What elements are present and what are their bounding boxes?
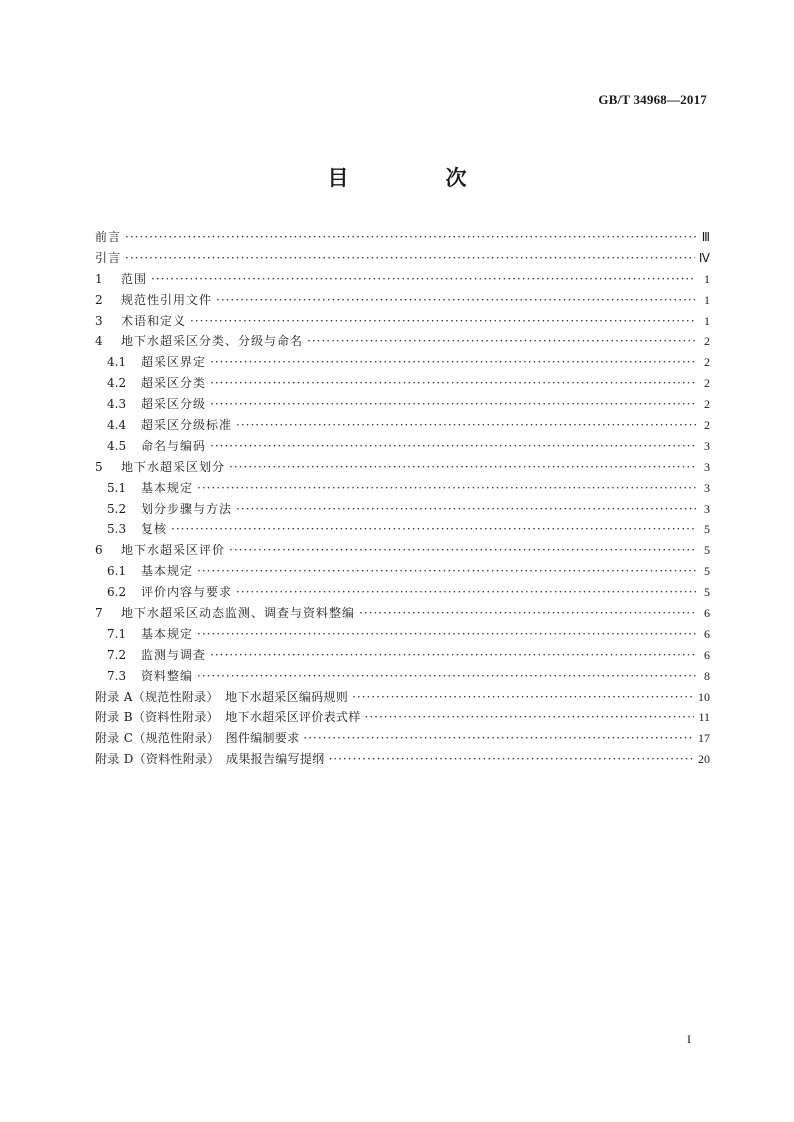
toc-entry-page: 2 [704,355,710,370]
toc-entry-title: 复核 [141,522,168,537]
toc-entry[interactable] [95,312,710,333]
toc-leader-dots [125,230,696,244]
toc-entry-title: 监测与调查 [141,647,207,662]
toc-entry[interactable] [95,500,710,521]
toc-entry-number: 3 [95,313,103,328]
toc-entry-page: 6 [704,626,710,641]
toc-entry-title: 地下水超采区划分 [121,459,226,474]
toc-entry-page: 3 [704,459,710,474]
toc-entry-number: 4 [95,334,103,349]
toc-entry-page: 6 [704,647,710,662]
toc-entry[interactable] [95,249,710,270]
toc-entry-number: 7.1 [107,626,127,641]
toc-entry-title: 地下水超采区评价 [121,543,226,558]
toc-leader-dots [210,648,696,662]
toc-entry-page: 1 [704,292,710,307]
toc-entry[interactable] [95,395,710,416]
toc-entry-page: Ⅳ [698,250,710,265]
toc-entry[interactable] [95,729,710,750]
toc-entry[interactable] [95,479,710,500]
toc-entry-page: 5 [704,564,710,579]
toc-entry-page: 11 [698,710,710,725]
toc-entry-page: 1 [704,313,710,328]
table-of-contents [95,228,710,771]
toc-entry-title: 命名与编码 [141,438,207,453]
toc-entry-page: 17 [698,731,710,746]
toc-leader-dots [210,439,696,453]
toc-leader-dots [328,752,694,766]
toc-entry-title: 超采区分类 [141,376,207,391]
toc-entry-number: 5.3 [107,522,127,537]
toc-entry-title: 基本规定 [141,480,194,495]
toc-entry-number: 4.5 [107,438,127,453]
toc-entry-title: 基本规定 [141,626,194,641]
standard-code: GB/T 34968—2017 [598,92,707,107]
toc-entry-page: 1 [704,271,710,286]
toc-leader-dots [229,543,696,557]
toc-entry[interactable] [95,646,710,667]
toc-entry[interactable] [95,353,710,374]
toc-entry[interactable] [95,750,710,771]
toc-entry-page: 3 [704,480,710,495]
toc-entry[interactable] [95,667,710,688]
toc-entry-title: 前言 [95,230,122,244]
toc-leader-dots [236,502,696,516]
toc-entry-title: 划分步骤与方法 [141,501,233,516]
page-title: 目 次 [327,166,505,190]
toc-entry-number: 4.4 [107,418,127,433]
toc-entry-number: 5.2 [107,501,127,516]
toc-entry-number: 6.2 [107,585,127,600]
toc-entry[interactable] [95,458,710,479]
toc-leader-dots [210,355,696,369]
toc-entry-title: 地下水超采区分类、分级与命名 [121,334,304,349]
toc-entry-page: 3 [704,438,710,453]
toc-entry-page: 5 [704,522,710,537]
toc-entry[interactable] [95,583,710,604]
toc-leader-dots [303,731,694,745]
toc-entry[interactable] [95,520,710,541]
toc-leader-dots [171,522,696,536]
toc-entry-number: 6 [95,543,103,558]
toc-entry[interactable] [95,270,710,291]
toc-leader-dots [307,334,696,348]
toc-entry-page: 6 [704,606,710,621]
toc-entry-title: 术语和定义 [121,313,187,328]
toc-entry-page: Ⅲ [701,230,710,244]
toc-entry-title: 资料整编 [141,668,194,683]
toc-leader-dots [359,606,696,620]
toc-entry-page: 2 [704,418,710,433]
toc-entry[interactable] [95,604,710,625]
toc-leader-dots [352,690,694,704]
toc-leader-dots [216,293,696,307]
toc-entry-page: 2 [704,376,710,391]
toc-leader-dots [197,564,696,578]
toc-entry-number: 4.2 [107,376,127,391]
toc-entry-title: 基本规定 [141,564,194,579]
toc-leader-dots [197,481,696,495]
toc-entry[interactable] [95,416,710,437]
toc-leader-dots [229,460,696,474]
toc-leader-dots [210,397,696,411]
toc-entry[interactable] [95,332,710,353]
toc-entry-title: 超采区界定 [141,355,207,370]
toc-entry[interactable] [95,374,710,395]
toc-entry-title: 范围 [121,271,148,286]
toc-entry-page: 3 [704,501,710,516]
toc-entry[interactable] [95,437,710,458]
toc-entry-title: 评价内容与要求 [141,585,233,600]
toc-entry-number: 4.3 [107,397,127,412]
toc-leader-dots [236,585,696,599]
toc-entry[interactable] [95,625,710,646]
toc-entry-page: 20 [698,752,710,767]
toc-leader-dots [365,710,695,724]
toc-entry-title: 附录 C（规范性附录） 图件编制要求 [95,731,300,746]
toc-entry-number: 6.1 [107,564,127,579]
page-number: I [687,1032,691,1046]
toc-entry-page: 5 [704,585,710,600]
toc-leader-dots [197,669,696,683]
toc-entry-page: 10 [698,689,710,704]
toc-entry-number: 5 [95,459,103,474]
toc-entry-number: 2 [95,292,103,307]
toc-entry-title: 规范性引用文件 [121,292,213,307]
toc-entry-number: 5.1 [107,480,127,495]
toc-entry-page: 2 [704,397,710,412]
toc-entry-page: 5 [704,543,710,558]
toc-entry[interactable] [95,688,710,709]
toc-entry-number: 4.1 [107,355,127,370]
toc-entry-title: 引言 [95,250,122,265]
toc-entry[interactable] [95,708,710,729]
toc-entry-title: 超采区分级标准 [141,418,233,433]
toc-leader-dots [210,376,696,390]
toc-leader-dots [151,272,696,286]
toc-entry-number: 7.2 [107,647,127,662]
toc-entry-title: 超采区分级 [141,397,207,412]
toc-entry-page: 2 [704,334,710,349]
toc-entry-page: 8 [704,668,710,683]
toc-leader-dots [236,418,696,432]
toc-entry-title: 附录 B（资料性附录） 地下水超采区评价表式样 [95,710,361,725]
toc-entry[interactable] [95,562,710,583]
toc-entry-title: 地下水超采区动态监测、调查与资料整编 [121,606,356,621]
toc-leader-dots [125,251,695,265]
toc-leader-dots [190,314,696,328]
toc-entry-number: 1 [95,271,103,286]
toc-entry-number: 7 [95,606,103,621]
toc-entry-title: 附录 D（资料性附录） 成果报告编写提纲 [95,752,325,767]
toc-entry-title: 附录 A（规范性附录） 地下水超采区编码规则 [95,689,349,704]
toc-entry-number: 7.3 [107,668,127,683]
toc-entry[interactable] [95,228,710,249]
toc-entry[interactable] [95,291,710,312]
toc-leader-dots [197,627,696,641]
toc-entry[interactable] [95,541,710,562]
